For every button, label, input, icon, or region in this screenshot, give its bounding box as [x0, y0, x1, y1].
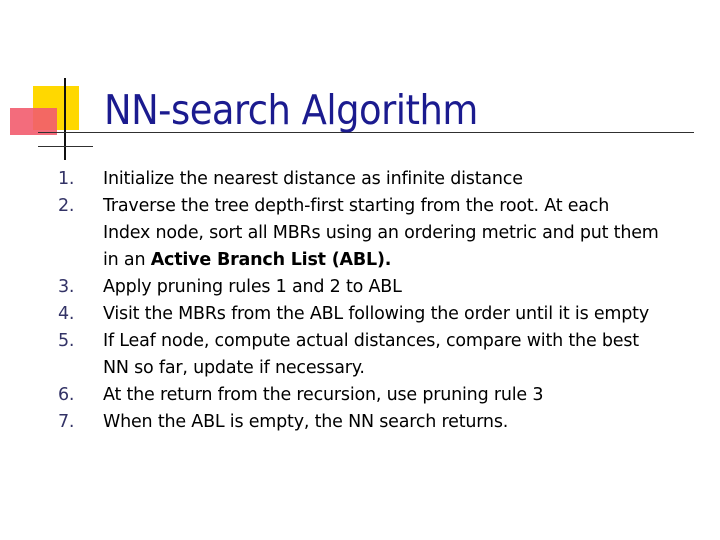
- step-number: 5.: [58, 331, 75, 351]
- step-number: 2.: [58, 196, 75, 216]
- step-line: Traverse the tree depth-first starting from the root. At each: [103, 196, 610, 216]
- step-line: NN so far, update if necessary.: [103, 358, 365, 378]
- step-line: Visit the MBRs from the ABL following the order until it is empty: [103, 304, 649, 324]
- red-rectangle-decoration: [10, 108, 57, 135]
- list-item: [56, 382, 696, 409]
- step-line: [103, 247, 696, 274]
- step-text: [103, 301, 696, 328]
- algorithm-steps-list: [56, 166, 696, 436]
- list-item: [56, 301, 696, 328]
- vertical-rule: [64, 78, 66, 160]
- step-text: [103, 328, 696, 382]
- step-text: [103, 166, 696, 193]
- step-line: At the return from the recursion, use pruning rule 3: [103, 385, 544, 405]
- step-number: 6.: [58, 385, 75, 405]
- list-item: [56, 193, 696, 274]
- step-text: [103, 274, 696, 301]
- step-number: 4.: [58, 304, 75, 324]
- list-item: [56, 274, 696, 301]
- step-line: When the ABL is empty, the NN search returns.: [103, 412, 509, 432]
- list-item: [56, 409, 696, 436]
- step-number: 7.: [58, 412, 75, 432]
- active-branch-list-term: Active Branch List (ABL).: [150, 250, 392, 270]
- short-rule: [38, 146, 93, 147]
- step-number: 3.: [58, 277, 75, 297]
- step-text: [103, 382, 696, 409]
- step-line: Initialize the nearest distance as infinite distance: [103, 169, 523, 189]
- list-item: [56, 328, 696, 382]
- slide-title: NN-search Algorithm: [104, 86, 478, 134]
- step-line: If Leaf node, compute actual distances, compare with the best: [103, 331, 639, 351]
- step-line-prefix: in an: [103, 250, 151, 270]
- step-text: [103, 193, 696, 274]
- list-item: [56, 166, 696, 193]
- step-number: 1.: [58, 169, 75, 189]
- step-line: Apply pruning rules 1 and 2 to ABL: [103, 277, 402, 297]
- step-text: [103, 409, 696, 436]
- step-line: Index node, sort all MBRs using an ordering metric and put them: [103, 223, 659, 243]
